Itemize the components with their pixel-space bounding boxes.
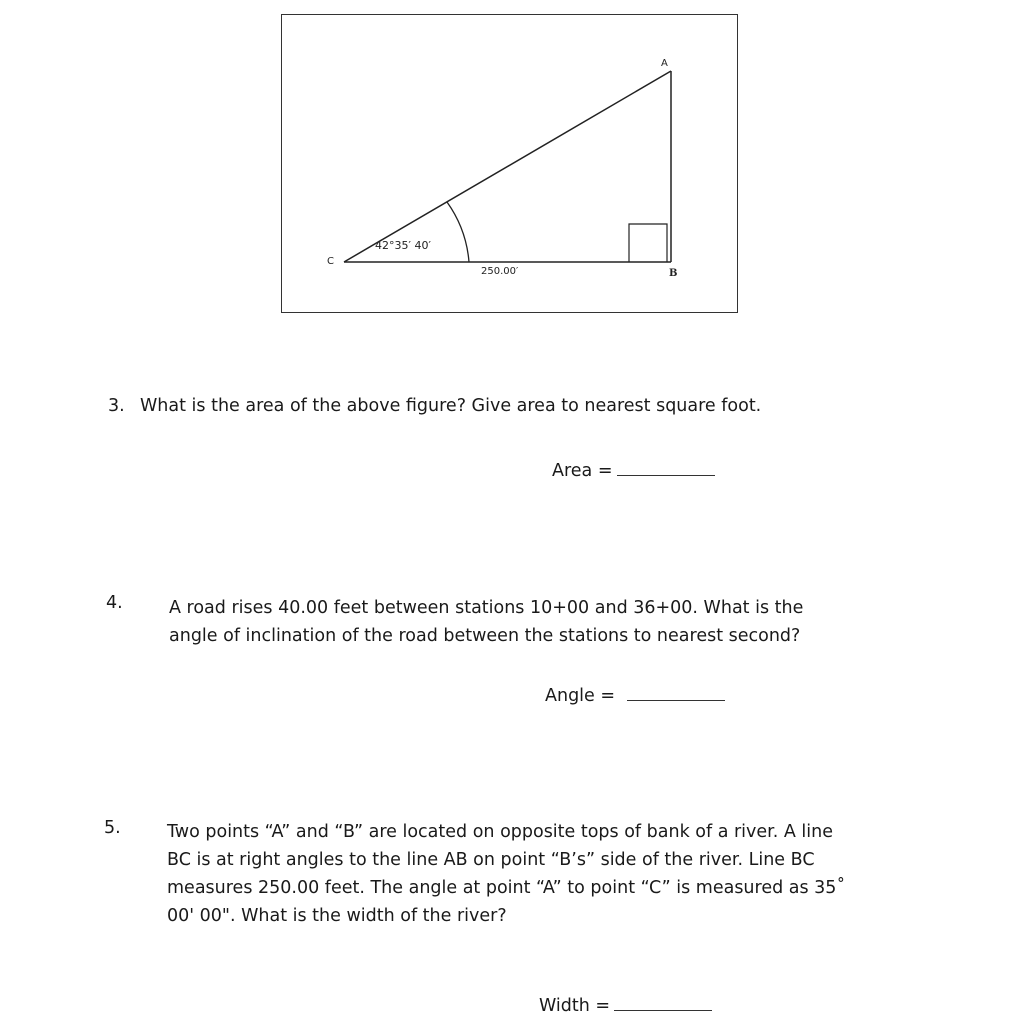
question-4-line: angle of inclination of the road between the stations to nearest second? bbox=[169, 626, 801, 646]
question-5-line: 00' 00". What is the width of the river? bbox=[167, 906, 507, 926]
vertex-a-label: A bbox=[661, 58, 668, 69]
area-answer-blank[interactable] bbox=[617, 457, 715, 476]
question-5-line: measures 250.00 feet. The angle at point “A” to point “C” is measured as 35˚ bbox=[167, 878, 846, 898]
angle-answer-blank[interactable] bbox=[627, 682, 725, 701]
question-5-line: Two points “A” and “B” are located on opposite tops of bank of a river. A line bbox=[167, 822, 833, 842]
question-5-line: BC is at right angles to the line AB on point “B’s” side of the river. Line BC bbox=[167, 850, 815, 870]
question-4-line: A road rises 40.00 feet between stations 10+00 and 36+00. What is the bbox=[169, 598, 804, 618]
area-answer bbox=[552, 457, 715, 481]
vertex-b-label: B bbox=[669, 268, 678, 279]
right-triangle-figure bbox=[281, 14, 738, 313]
question-5-text bbox=[167, 818, 967, 930]
width-answer-blank[interactable] bbox=[614, 992, 712, 1011]
angle-answer bbox=[545, 682, 725, 706]
question-4-text bbox=[169, 594, 929, 650]
area-label: Area = bbox=[552, 461, 613, 481]
right-angle-marker bbox=[629, 224, 667, 262]
width-label: Width = bbox=[539, 996, 611, 1016]
vertex-c-label: C bbox=[327, 256, 334, 267]
side-ca bbox=[344, 71, 671, 262]
angle-label: Angle = bbox=[545, 686, 616, 706]
angle-c-label: 42°35′ 40′ bbox=[375, 239, 431, 252]
side-cb-length-label: 250.00′ bbox=[481, 266, 519, 277]
question-3-text: What is the area of the above figure? Give area to nearest square foot. bbox=[140, 396, 762, 416]
question-5-number: 5. bbox=[104, 818, 121, 838]
width-answer bbox=[539, 992, 712, 1016]
question-4-number: 4. bbox=[106, 593, 123, 613]
question-3-number: 3. bbox=[108, 396, 125, 416]
angle-arc bbox=[447, 202, 469, 262]
